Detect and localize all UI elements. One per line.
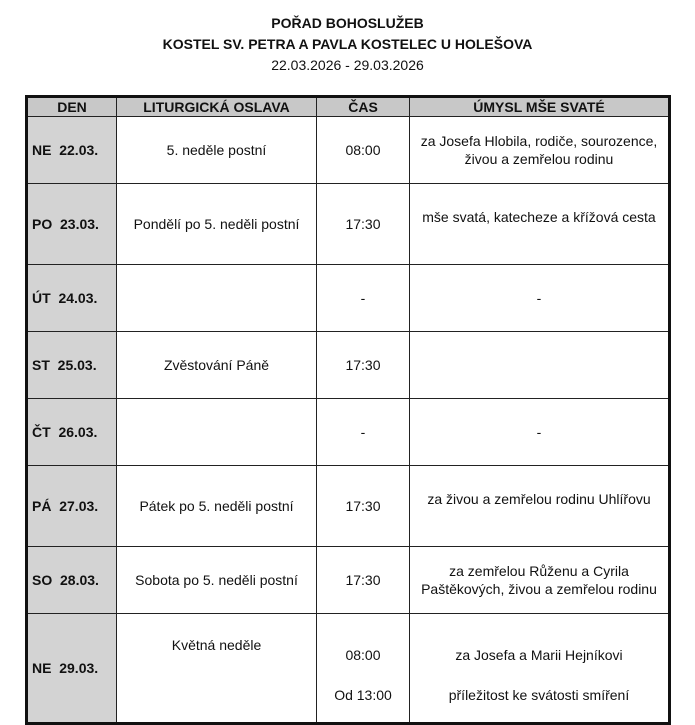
date-range: 22.03.2026 - 29.03.2026 xyxy=(271,57,424,73)
table-header xyxy=(27,97,670,117)
day-cell: ÚT 24.03. xyxy=(27,265,117,332)
celebration-cell xyxy=(117,265,317,332)
day-cell: SO 28.03. xyxy=(27,547,117,614)
table-row xyxy=(27,547,670,614)
column-header-time: ČAS xyxy=(317,97,410,117)
intention-cell xyxy=(410,332,670,399)
table-row xyxy=(27,466,670,547)
intention-cell: - xyxy=(410,265,670,332)
table-row xyxy=(27,332,670,399)
day-cell: ST 25.03. xyxy=(27,332,117,399)
time-cell: 17:30 xyxy=(317,184,410,265)
intention-cell: - xyxy=(410,399,670,466)
time-cell: 17:30 xyxy=(317,466,410,547)
church-name: KOSTEL SV. PETRA A PAVLA KOSTELEC U HOLEŠOVA xyxy=(162,36,533,52)
time-cell: 08:00 xyxy=(317,117,410,184)
celebration-cell: Pátek po 5. neděli postní xyxy=(117,466,317,547)
day-cell: PO 23.03. xyxy=(27,184,117,265)
day-cell: PÁ 27.03. xyxy=(27,466,117,547)
intention-cell xyxy=(410,614,670,724)
table-row xyxy=(27,614,670,724)
celebration-cell xyxy=(117,399,317,466)
column-header-intention: ÚMYSL MŠE SVATÉ xyxy=(410,97,670,117)
celebration-cell: 5. neděle postní xyxy=(117,117,317,184)
time-entry: 08:00 xyxy=(345,647,381,663)
celebration-cell: Květná neděle xyxy=(117,614,317,724)
day-cell: ČT 26.03. xyxy=(27,399,117,466)
celebration-cell: Pondělí po 5. neděli postní xyxy=(117,184,317,265)
celebration-cell: Sobota po 5. neděli postní xyxy=(117,547,317,614)
schedule-table xyxy=(25,95,671,725)
intention-cell: za živou a zemřelou rodinu Uhlířovu xyxy=(410,466,670,547)
intention-cell: mše svatá, katecheze a křížová cesta xyxy=(410,184,670,265)
time-cell: 17:30 xyxy=(317,332,410,399)
intention-cell: za zemřelou Růženu a Cyrila Paštěkových, živou a zemřelou rodinu xyxy=(410,547,670,614)
intention-cell: za Josefa Hlobila, rodiče, sourozence, živou a zemřelou rodinu xyxy=(410,117,670,184)
intention-entry: za Josefa a Marii Hejníkovi xyxy=(455,647,623,663)
time-cell: - xyxy=(317,399,410,466)
time-cell xyxy=(317,614,410,724)
intention-entry: příležitost ke svátosti smíření xyxy=(448,687,630,703)
day-cell: NE 29.03. xyxy=(27,614,117,724)
time-cell: 17:30 xyxy=(317,547,410,614)
column-header-day: DEN xyxy=(27,97,117,117)
table-row xyxy=(27,184,670,265)
day-cell: NE 22.03. xyxy=(27,117,117,184)
page-title: POŘAD BOHOSLUŽEB xyxy=(271,15,424,31)
time-cell: - xyxy=(317,265,410,332)
celebration-cell: Zvěstování Páně xyxy=(117,332,317,399)
table-row xyxy=(27,117,670,184)
table-row xyxy=(27,265,670,332)
column-header-celebration: LITURGICKÁ OSLAVA xyxy=(117,97,317,117)
table-row xyxy=(27,399,670,466)
time-entry: Od 13:00 xyxy=(334,687,392,703)
